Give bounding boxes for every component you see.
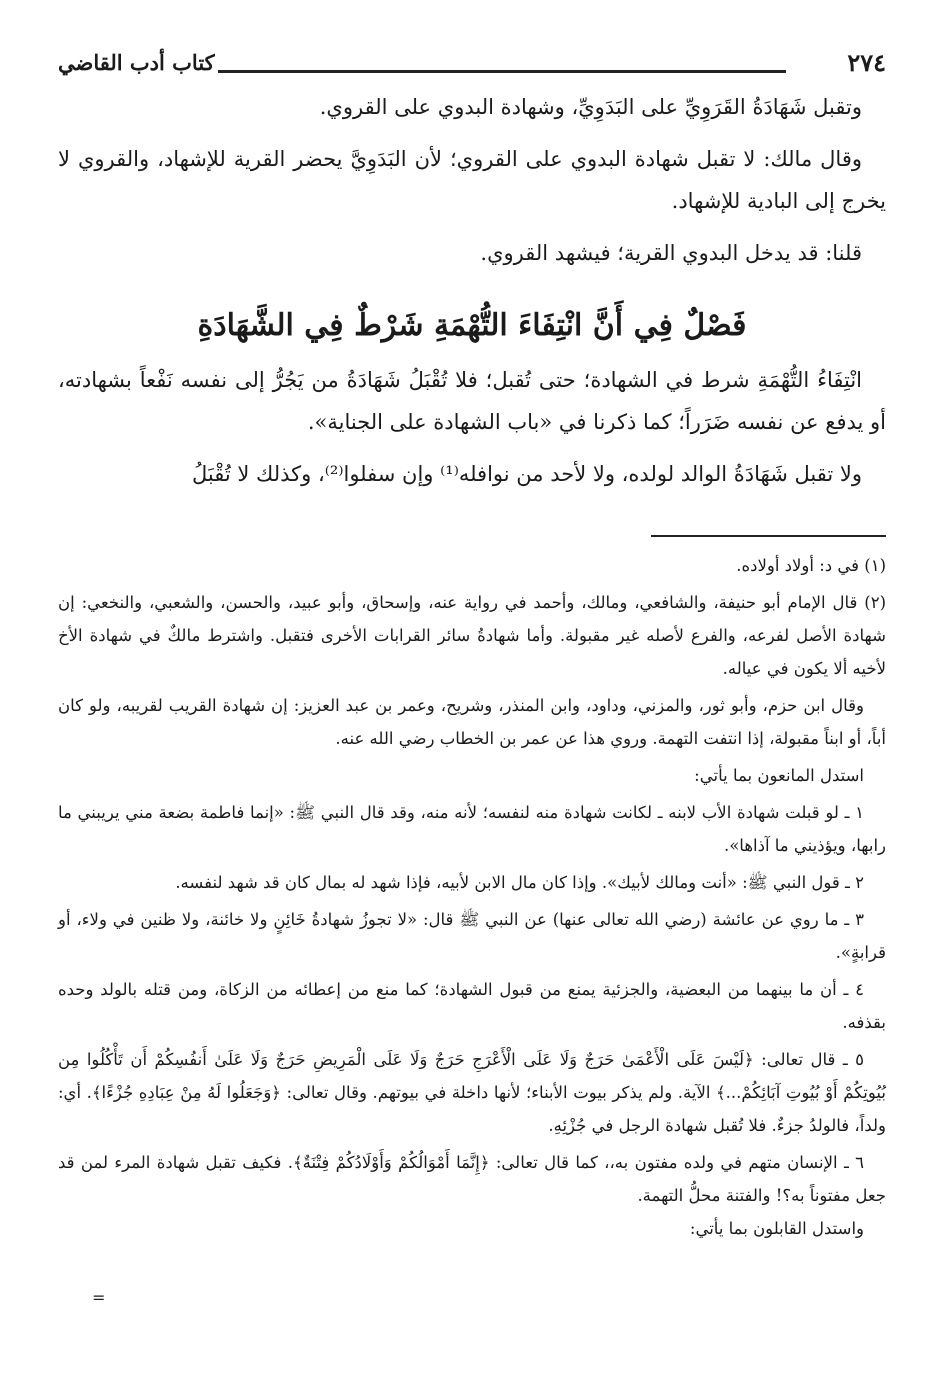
section-paragraph: انْتِفَاءُ التُّهْمَةِ شرط في الشهادة؛ حتى تُقبل؛ فلا تُقْبَلُ شَهَادَةُ من يَجُرُّ إلى نفسه نَفْعاً بشهادته، أو يدفع عن نفسه ضَرَراً؛ كما ذكرنا في «باب الشهادة على الجناية». xyxy=(58,368,886,434)
page-number: ٢٧٤ xyxy=(847,48,886,77)
continuation-mark: = xyxy=(92,1288,106,1307)
footnote-list-item: ٤ ـ أن ما بينهما من البعضية، والجزئية يمنع من قبول الشهادة؛ كما منع من إعطائه من الزكاة، ومن قتله بالولد وحده بقذفه. xyxy=(58,980,886,1032)
footnotes xyxy=(58,549,886,1245)
footnote-list-item: ٢ ـ قول النبي ﷺ: «أنت ومالك لأبيك». وإذا كان مال الابن لأبيه، فإذا شهد له بمال كان قد شهد لنفسه. xyxy=(175,873,864,892)
header-rule xyxy=(218,70,786,73)
section-paragraph: ولا تقبل شَهَادَةُ الوالد لولده، ولا لأحد من نوافله⁽¹⁾ وإن سفلوا⁽²⁾، وكذلك لا تُقْبَلُ xyxy=(192,462,862,486)
body-paragraph: وتقبل شَهَادَةُ القَرَوِيِّ على البَدَوِيِّ، وشهادة البدوي على القروي. xyxy=(319,95,862,119)
footnote-list-item: ٣ ـ ما روي عن عائشة (رضي الله تعالى عنها) عن النبي ﷺ قال: «لا تجوزُ شهادةُ خَائِنٍ ولا خائنة، ولا ظنين في ولاء، أو قرابةٍ». xyxy=(58,910,886,962)
footnote-list-item: ٦ ـ الإنسان متهم في ولده مفتون به،، كما قال تعالى: ﴿إِنَّمَا أَمْوَالُكُمْ وَأَوْلَادُكُمْ فِتْنَةٌ﴾. فكيف تقبل شهادة المرء لمن قد جعل مفتوناً به؟! والفتنة محلُّ التهمة. xyxy=(58,1153,886,1205)
book-title: كتاب أدب القاضي xyxy=(58,50,215,75)
footnote-1: (١) في د: أولاد أولاده. xyxy=(736,556,886,575)
body-paragraph: وقال مالك: لا تقبل شهادة البدوي على القروي؛ لأن البَدَوِيَّ يحضر القرية للإشهاد، والقروي لا يخرج إلى البادية للإشهاد. xyxy=(58,147,886,213)
footnote-paragraph: استدل المانعون بما يأتي: xyxy=(694,766,864,785)
body-paragraph: قلنا: قد يدخل البدوي القرية؛ فيشهد القروي. xyxy=(480,241,862,265)
footnote-list-item: ١ ـ لو قبلت شهادة الأب لابنه ـ لكانت شهادة منه لنفسه؛ لأنه منه، وقد قال النبي ﷺ: «إنما فاطمة بضعة مني يريبني ما رابها، ويؤذيني ما آذاها». xyxy=(58,803,886,855)
footnote-paragraph: واستدل القابلون بما يأتي: xyxy=(689,1219,864,1238)
page-header xyxy=(58,44,886,86)
footnote-list-item: ٥ ـ قال تعالى: ﴿لَيْسَ عَلَى الْأَعْمَىٰ حَرَجٌ وَلَا عَلَى الْأَعْرَجِ حَرَجٌ وَلَا عَلَى الْمَرِيضِ حَرَجٌ وَلَا عَلَىٰ أَنفُسِكُمْ أَن تَأْكُلُوا مِن بُيُوتِكُمْ أَوْ بُيُوتِ آبَائِكُمْ...﴾ الآية. ولم يذكر بيوت الأبناء؛ لأنها داخلة في بيوتهم. وقال تعالى: ﴿وَجَعَلُوا لَهُ مِنْ عِبَادِهِ جُزْءًا﴾. أي: ولداً، فالولدُ جزءٌ. فلا تُقبل شهادة الرجل في جُزْئِهِ. xyxy=(58,1050,886,1135)
footnote-2: (٢) قال الإمام أبو حنيفة، والشافعي، ومالك، وأحمد في رواية عنه، وإسحاق، وأبو عبيد، والحسن، والشعبي، والنخعي: إن شهادة الأصل لفرعه، والفرع لأصله غير مقبولة. وأما شهادةُ سائر القرابات الأخرى فتقبل. واشترط مالكٌ في شهادة الأخ لأخيه ألا يكون في عياله. xyxy=(58,593,886,678)
book-page xyxy=(58,44,886,1245)
footnote-separator xyxy=(651,535,886,537)
section-heading: فَصْلٌ فِي أَنَّ انْتِفَاءَ التُّهْمَةِ شَرْطٌ فِي الشَّهَادَةِ xyxy=(197,308,747,343)
footnote-paragraph: وقال ابن حزم، وأبو ثور، والمزني، وداود، وابن المنذر، وشريح، وعمر بن عبد العزيز: إن شهادة القريب لقريبه، ولو كان أباً، أو ابناً مقبولة، إذا انتفت التهمة. وروي هذا عن عمر بن الخطاب رضي الله عنه. xyxy=(58,696,886,748)
